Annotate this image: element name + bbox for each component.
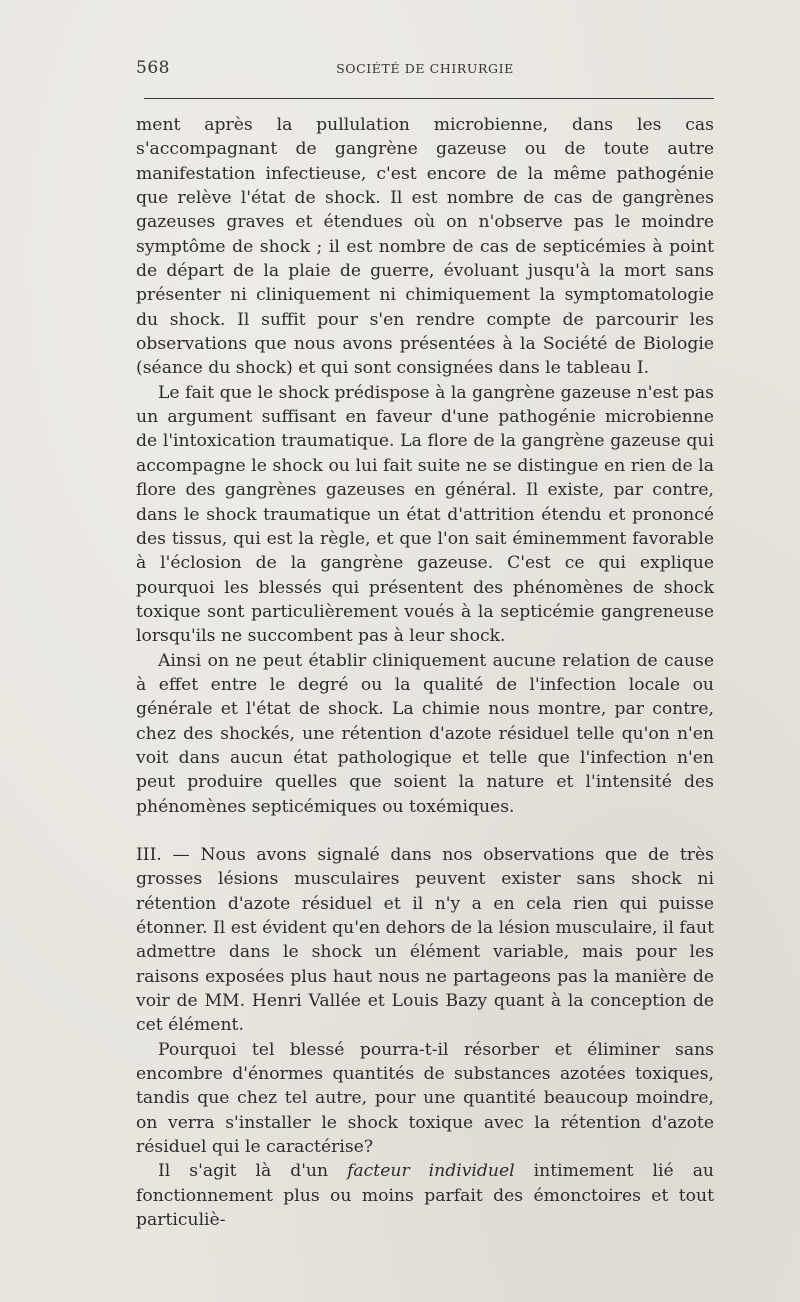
text-run: Il s'agit là d'un xyxy=(158,1161,348,1182)
page-number: 568 xyxy=(136,58,170,78)
section-gap xyxy=(136,819,714,843)
body-text xyxy=(136,113,714,1232)
paragraph-gangrene: Le fait que le shock prédispose à la gangrène gazeuse n'est pas un argument suffisant en faveur d'une pathogénie microbienne de l'intoxication traumatique. La flore de la gangrène gazeuse qui accompagne le shock ou lui fait suite ne se distingue en rien de la flore des gangrènes gazeuses en général. Il existe, par contre, dans le shock traumatique un état d'attrition étendu et prononcé des tissus, qui est la règle, et que l'on sait éminemment favorable à l'éclosion de la gangrène gazeuse. C'est ce qui explique pourquoi les blessés qui présentent des phénomènes de shock toxique sont particulièrement voués à la septicémie gangreneuse lorsqu'ils ne succombent pas à leur shock. xyxy=(136,382,714,647)
emphasis-text: facteur individuel xyxy=(347,1161,515,1182)
paragraph-individual-factor xyxy=(136,1159,714,1232)
paragraph-clinical-relation: Ainsi on ne peut établir cliniquement aucune relation de cause à effet entre le degré ou la qualité de l'infection locale ou générale et l'état de shock. La chimie nous montre, par contre, chez des shockés, une rétention d'azote résiduel telle qu'on n'en voit dans aucun état pathologique et telle que l'infection n'en peut produire quelles que soient la nature et l'intensité des phénomènes septicémiques ou toxémiques. xyxy=(136,650,714,817)
running-title: SOCIÉTÉ DE CHIRURGIE xyxy=(336,61,514,76)
paragraph-continued: ment après la pullulation microbienne, dans les cas s'accompagnant de gangrène gazeuse ou de toute autre manifestation infectieuse, c'est encore de la même pathogénie que relève l'état de shock. Il est nombre de cas de gangrènes gazeuses graves et étendues où on n'observe pas le moindre symptôme de shock ; il est nombre de cas de septicémies à point de départ de la plaie de guerre, évoluant jusqu'à la mort sans présenter ni cliniquement ni chimiquement la symptomatologie du shock. Il suffit pour s'en rendre compte de parcourir les observations que nous avons présentées à la Société de Biologie (séance du shock) et qui sont consignées dans le tableau I. xyxy=(136,115,714,379)
page-header xyxy=(136,58,714,82)
header-rule xyxy=(144,98,714,99)
paragraph-question: Pourquoi tel blessé pourra-t-il résorber et éliminer sans encombre d'énormes quantités de substances azotées toxiques, tandis que chez tel autre, pour une quantité beaucoup moindre, on verra s'installer le shock toxique avec la rétention d'azote résiduel qui le caractérise? xyxy=(136,1039,714,1158)
text-run: intimement lié au fonctionnement plus ou moins parfait des émonctoires et tout particuliè- xyxy=(136,1161,715,1231)
paragraph-section-iii: III. — Nous avons signalé dans nos observations que de très grosses lésions musculaires peuvent exister sans shock ni rétention d'azote résiduel et il n'y a en cela rien qui puisse étonner. Il est évident qu'en dehors de la lésion musculaire, il faut admettre dans le shock un élément variable, mais pour les raisons exposées plus haut nous ne partageons pas la manière de voir de MM. Henri Vallée et Louis Bazy quant à la conception de cet élément. xyxy=(136,844,714,1036)
